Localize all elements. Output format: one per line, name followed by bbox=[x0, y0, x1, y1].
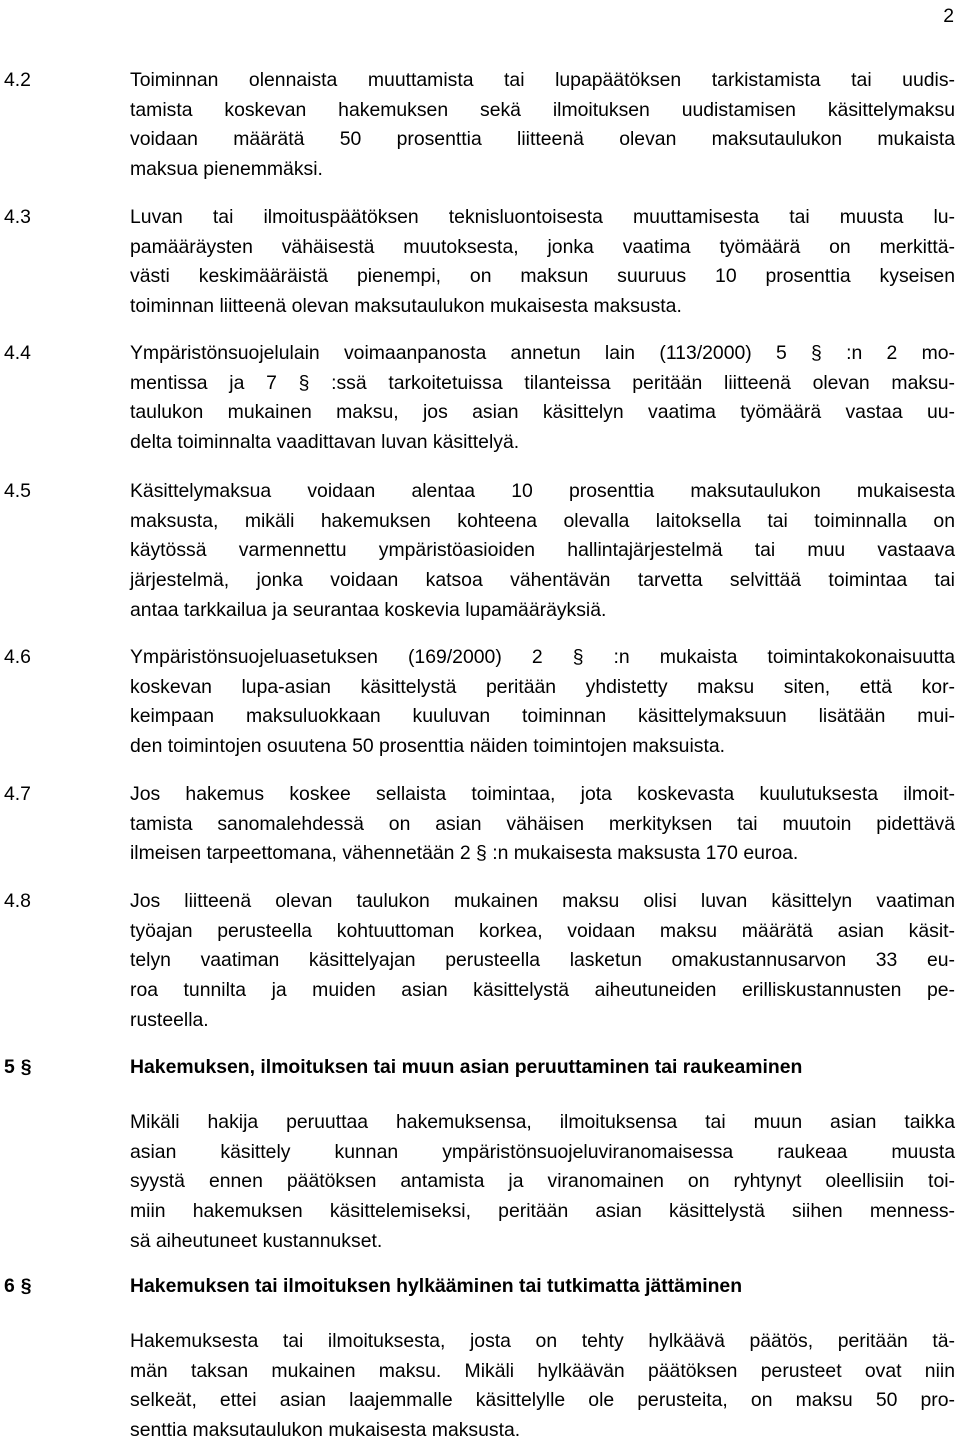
text-line: rusteella. bbox=[130, 1008, 209, 1031]
section-title bbox=[130, 1053, 955, 1083]
text-line: mentissa ja 7 § :ssä tarkoitetuissa tilanteissa peritään liitteenä olevan maksu- bbox=[130, 371, 955, 394]
text-line: den toimintojen osuutena 50 prosenttia näiden toimintojen maksuista. bbox=[130, 735, 726, 758]
item-number: 4.8 bbox=[4, 890, 31, 912]
section-symbol: § bbox=[20, 1275, 32, 1297]
text-line: Luvan tai ilmoituspäätöksen teknisluontoisesta muuttamisesta tai muusta lu- bbox=[130, 206, 955, 228]
text-line: Jos hakemus koskee sellaista toimintaa, jota koskevasta kuulutuksesta ilmoit- bbox=[130, 783, 955, 805]
item-text bbox=[130, 643, 955, 762]
section-title-text: Hakemuksen, ilmoituksen tai muun asian peruuttaminen tai raukeaminen bbox=[130, 1056, 803, 1078]
text-line: Hakemuksesta tai ilmoituksesta, josta on tehty hylkäävä päätös, peritään tä- bbox=[130, 1330, 955, 1352]
text-line: Toiminnan olennaista muuttamista tai lupapäätöksen tarkistamista tai uudis- bbox=[130, 69, 955, 91]
section-symbol: § bbox=[20, 1056, 32, 1078]
text-line: käytössä varmennettu ympäristöasioiden hallintajärjestelmä tai muu vastaava bbox=[130, 539, 955, 562]
item-number: 4.7 bbox=[4, 783, 31, 805]
text-line: Käsittelymaksua voidaan alentaa 10 prosenttia maksutaulukon mukaisesta bbox=[130, 480, 955, 502]
item-number: 4.5 bbox=[4, 480, 31, 502]
text-line: telyn vaatiman käsittelyajan perusteella lasketun omakustannusarvon 33 eu- bbox=[130, 949, 955, 972]
item-number: 4.4 bbox=[4, 342, 31, 364]
item-text bbox=[130, 780, 955, 869]
text-line: taulukon mukainen maksu, jos asian käsittelyn vaatima työmäärä vastaa uu- bbox=[130, 401, 955, 424]
text-line: koskevan lupa-asian käsittelystä peritään yhdistetty maksu siten, että kor- bbox=[130, 675, 955, 698]
text-line: tamista sanomalehdessä on asian vähäisen merkityksen tai muutoin pidettävä bbox=[130, 812, 955, 835]
section-number-value: 6 bbox=[4, 1275, 15, 1297]
text-line: pamääräysten vähäisestä muutoksesta, jonka vaatima työmäärä on merkittä- bbox=[130, 235, 955, 258]
item-text bbox=[130, 339, 955, 458]
text-line: Ympäristönsuojeluasetuksen (169/2000) 2 § :n mukaista toimintakokonaisuutta bbox=[130, 646, 955, 668]
text-line: senttia maksutaulukon mukaisesta maksusta. bbox=[130, 1419, 521, 1442]
text-line: Jos liitteenä olevan taulukon mukainen maksu olisi luvan käsittelyn vaatiman bbox=[130, 890, 955, 912]
text-line: sä aiheutuneet kustannukset. bbox=[130, 1229, 383, 1252]
text-line: antaa tarkkailua ja seurantaa koskevia lupamääräyksiä. bbox=[130, 598, 607, 621]
page-number: 2 bbox=[943, 5, 954, 27]
text-line: västi keskimääräistä pienempi, on maksun suuruus 10 prosenttia kyseisen bbox=[130, 265, 955, 288]
item-text bbox=[130, 66, 955, 185]
text-line: syystä ennen päätöksen antamista ja viranomainen on ryhtynyt oleellisiin toi- bbox=[130, 1170, 955, 1193]
text-line: miin hakemuksen käsittelemiseksi, peritään asian käsittelystä siihen menness- bbox=[130, 1200, 955, 1223]
text-line: ilmeisen tarpeettomana, vähennetään 2 § :n mukaisesta maksusta 170 euroa. bbox=[130, 842, 799, 865]
section-number bbox=[4, 1053, 32, 1083]
text-line: asian käsittely kunnan ympäristönsuojeluviranomaisessa raukeaa muusta bbox=[130, 1140, 955, 1163]
text-line: män taksan mukainen maksu. Mikäli hylkäävän päätöksen perusteet ovat niin bbox=[130, 1359, 955, 1382]
text-line: tamista koskevan hakemuksen sekä ilmoituksen uudistamisen käsittelymaksu bbox=[130, 98, 955, 121]
text-line: keimpaan maksuluokkaan kuuluvan toiminnan käsittelymaksuun lisätään mui- bbox=[130, 705, 955, 728]
section-number bbox=[4, 1272, 32, 1302]
section-text bbox=[130, 1108, 955, 1257]
section-title-text: Hakemuksen tai ilmoituksen hylkääminen tai tutkimatta jättäminen bbox=[130, 1275, 743, 1297]
text-line: työajan perusteella kohtuuttoman korkea, voidaan maksu määrätä asian käsit- bbox=[130, 919, 955, 942]
item-number: 4.3 bbox=[4, 206, 31, 228]
text-line: roa tunnilta ja muiden asian käsittelystä aiheutuneiden erilliskustannusten pe- bbox=[130, 979, 955, 1002]
text-line: järjestelmä, jonka voidaan katsoa vähentävän tarvetta selvittää toimintaa tai bbox=[130, 569, 955, 592]
item-number: 4.6 bbox=[4, 646, 31, 668]
item-number: 4.2 bbox=[4, 69, 31, 91]
section-title bbox=[130, 1272, 955, 1302]
text-line: maksua pienemmäksi. bbox=[130, 158, 323, 181]
item-text bbox=[130, 887, 955, 1036]
section-number-value: 5 bbox=[4, 1056, 15, 1078]
text-line: delta toiminnalta vaadittavan luvan käsittelyä. bbox=[130, 431, 520, 454]
item-text bbox=[130, 477, 955, 626]
text-line: maksusta, mikäli hakemuksen kohteena olevalla laitoksella tai toiminnalla on bbox=[130, 509, 955, 532]
item-text bbox=[130, 203, 955, 322]
text-line: voidaan määrätä 50 prosenttia liitteenä olevan maksutaulukon mukaista bbox=[130, 128, 955, 151]
text-line: Ympäristönsuojelulain voimaanpanosta annetun lain (113/2000) 5 § :n 2 mo- bbox=[130, 342, 955, 364]
text-line: selkeät, ettei asian laajemmalle käsittelylle ole perusteita, on maksu 50 pro- bbox=[130, 1389, 955, 1412]
text-line: Mikäli hakija peruuttaa hakemuksensa, ilmoituksensa tai muun asian taikka bbox=[130, 1111, 955, 1133]
text-line: toiminnan liitteenä olevan maksutaulukon mukaisesta maksusta. bbox=[130, 295, 682, 318]
section-text bbox=[130, 1327, 955, 1446]
